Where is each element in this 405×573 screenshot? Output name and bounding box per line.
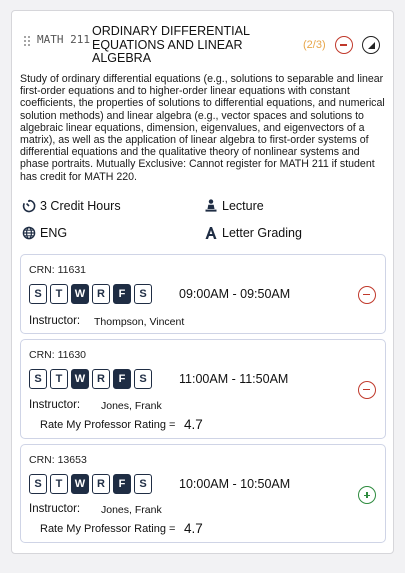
lecturer-icon [204, 199, 218, 216]
day-box: T [50, 474, 68, 494]
day-box: F [113, 474, 131, 494]
rmp-rating-value: 4.7 [184, 521, 203, 536]
day-box: F [113, 284, 131, 304]
day-box: S [29, 474, 47, 494]
section-time: 09:00AM - 09:50AM [179, 287, 291, 301]
section-time: 10:00AM - 10:50AM [179, 477, 291, 491]
day-box: S [134, 369, 152, 389]
day-box: T [50, 369, 68, 389]
meeting-days [29, 284, 155, 304]
section-card[interactable] [20, 444, 386, 543]
section-card[interactable] [20, 254, 386, 334]
credit-hours-label: 3 Credit Hours [40, 199, 121, 213]
letter-a-icon [204, 226, 218, 243]
day-box: S [29, 284, 47, 304]
section-crn: CRN: 11631 [29, 264, 87, 276]
grading-label: Letter Grading [222, 226, 302, 240]
language-label: ENG [40, 226, 68, 240]
instructor-label: Instructor: [29, 315, 81, 327]
day-box: T [50, 284, 68, 304]
timer-icon [22, 199, 36, 216]
section-count: (2/3) [303, 39, 326, 51]
day-box: W [71, 284, 89, 304]
remove-section-icon[interactable] [358, 381, 376, 399]
course-description: Study of ordinary differential equations (e.g., solutions to separable and linear first-order equations and to higher-order linear equations with constant coefficients, the properties of solutions to differential equations, and numerical solution methods) and linear algebra (e.g., vector spaces and solutions to algebraic linear equations, dimension, eigenvalues, and eigenvectors of a matrix), as well as the application of linear algebra to first-order systems of differential equations and the qualitative theory of nonlinear systems and phase portraits. Mutually Exclusive: Cannot register for MATH 211 if student has credit for MATH 220. [20, 73, 385, 183]
day-box: W [71, 369, 89, 389]
day-box: R [92, 474, 110, 494]
day-box: S [134, 474, 152, 494]
section-crn: CRN: 11630 [29, 349, 87, 361]
day-box: S [29, 369, 47, 389]
rmp-rating-label: Rate My Professor Rating = [40, 419, 176, 431]
day-box: W [71, 474, 89, 494]
instructor-name: Jones, Frank [101, 400, 162, 412]
day-box: S [134, 284, 152, 304]
section-crn: CRN: 13653 [29, 454, 87, 466]
remove-section-icon[interactable] [358, 286, 376, 304]
meeting-days [29, 369, 155, 389]
meeting-days [29, 474, 155, 494]
add-section-icon[interactable] [358, 486, 376, 504]
collapse-toggle-icon[interactable] [362, 36, 380, 54]
format-label: Lecture [222, 199, 264, 213]
day-box: R [92, 369, 110, 389]
globe-icon [22, 226, 36, 243]
day-box: F [113, 369, 131, 389]
instructor-label: Instructor: [29, 399, 81, 411]
section-time: 11:00AM - 11:50AM [179, 372, 289, 386]
instructor-label: Instructor: [29, 503, 81, 515]
course-code: MATH 211 [37, 33, 90, 46]
course-header[interactable] [12, 11, 393, 71]
course-card [11, 10, 394, 554]
rmp-rating-value: 4.7 [184, 417, 203, 432]
remove-course-icon[interactable] [335, 36, 353, 54]
day-box: R [92, 284, 110, 304]
section-card[interactable] [20, 339, 386, 439]
course-title: ORDINARY DIFFERENTIAL EQUATIONS AND LINEAR ALGEBRA [92, 24, 250, 65]
drag-handle-icon[interactable] [24, 36, 30, 46]
instructor-name: Thompson, Vincent [94, 316, 185, 328]
rmp-rating-label: Rate My Professor Rating = [40, 523, 176, 535]
instructor-name: Jones, Frank [101, 504, 162, 516]
